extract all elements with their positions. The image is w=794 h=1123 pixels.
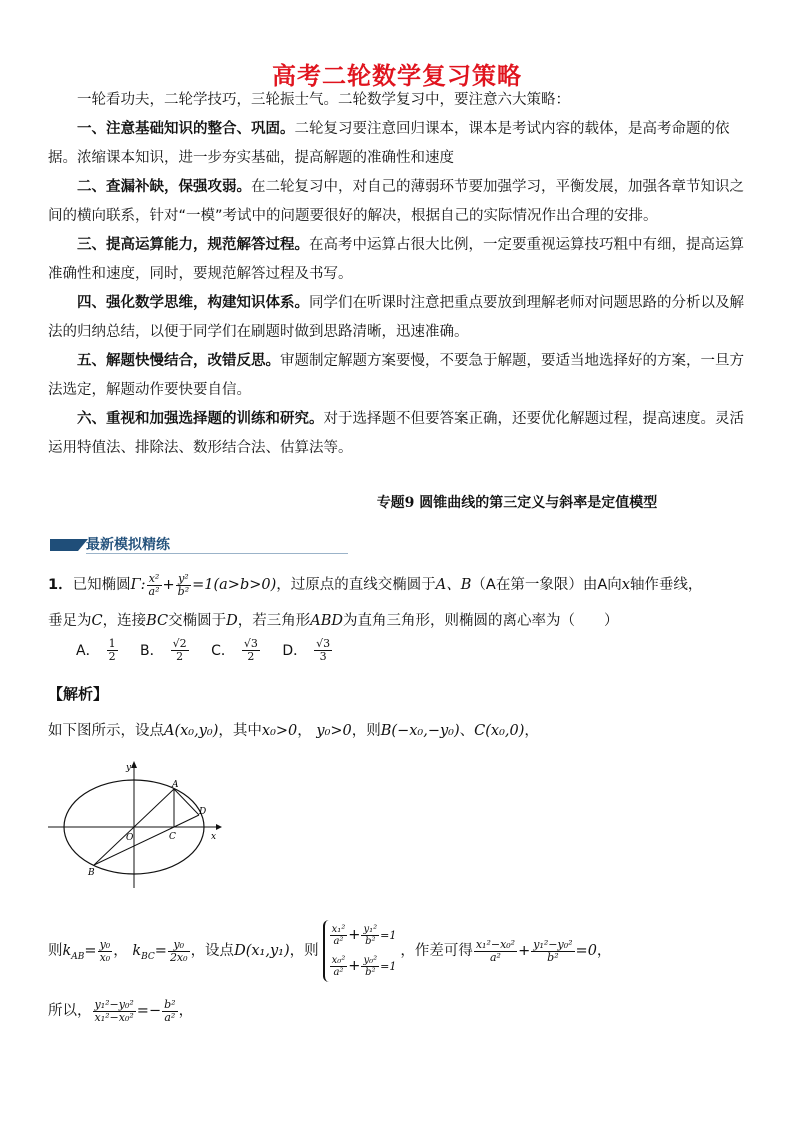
analysis-line-3: 所以， $\frac{\text{y₁²−y₀²}}{\text{x₁²−x₀²}}$ =− $\frac{\text{b²}}{\text{a²}}$ ， <box>48 997 194 1024</box>
choice-b-label: B． <box>140 642 164 659</box>
math-eq-zero: =0 <box>575 943 597 959</box>
math-kBC: $k_{BC}=$ <box>132 943 167 962</box>
strategy-2 <box>48 173 758 231</box>
strategy-2-head: 二、查漏补缺，保强攻弱。 <box>77 179 251 195</box>
math-D: D <box>226 613 238 629</box>
banner-bar <box>50 539 78 551</box>
frac-y0-2x0: $\frac{\text{y₀}}{\text{2x₀}}$ <box>169 937 188 964</box>
strategy-3-head: 三、提高运算能力，规范解答过程。 <box>77 237 309 253</box>
label-C: C <box>169 832 176 842</box>
y-axis-arrow <box>131 761 137 768</box>
math-AB: A、B <box>435 577 472 593</box>
strategy-5-body: 审题制定解题方案要慢，不要急于解题，要适当地选择好的方案，一旦方法选定，解题动作要快要自信。 <box>48 353 744 398</box>
a2-text-d: ，作差可得 <box>400 943 473 959</box>
choice-c[interactable] <box>211 637 272 663</box>
math-B-coords: B(−x₀,−y₀) <box>380 723 460 739</box>
choice-a-value: $\frac{1}{2}$ <box>108 637 116 663</box>
math-BC: BC <box>146 613 169 629</box>
analysis-line-1: 如下图所示，设点A(x₀,y₀)，其中x₀>0， y₀>0，则B(−x₀,−y₀)、C(x₀,0)， <box>48 723 539 739</box>
math-D-coords: D(x₁,y₁) <box>234 943 290 959</box>
choice-d-value: $\frac{√3}{3}$ <box>316 637 331 663</box>
label-A: A <box>172 780 179 790</box>
a3-text-a: 所以， <box>48 1003 92 1019</box>
label-B: B <box>88 868 95 878</box>
strategy-2-body: 在二轮复习中，对自己的薄弱环节要加强学习，平衡发展，加强各章节知识之间的横向联系，针对“一模”考试中的问题要很好的解决，根据自己的实际情况作出合理的安排。 <box>48 179 744 224</box>
choice-d-label: D． <box>282 642 308 659</box>
frac-x-diff: $\frac{\text{x₁²−x₀²}}{\text{a²}}$ <box>475 937 516 964</box>
frac-y0-x0: $\frac{\text{y₀}}{\text{x₀}}$ <box>99 937 111 964</box>
q-text-2: ，过原点的直线交椭圆于 <box>276 577 436 593</box>
strategy-6 <box>48 405 758 463</box>
strategy-6-body: 对于选择题不但要答案正确，还要优化解题过程，提高速度。灵活运用特值法、排除法、数形结合法、估算法等。 <box>48 411 744 456</box>
label-x: x <box>211 832 217 842</box>
analysis-line-2: 则$k_{AB}=$ $\frac{\text{y₀}}{\text{x₀}}$ ， $k_{BC}=$ $\frac{\text{y₀}}{\text{2x₀}}$ ，设点D(x₁,y₁)，则 $\frac{\text{x₁²}}{\text{a²}}$ + $\frac{\text{y₁²}}{\text{b²}}$ =1 $\frac{\text{x₀²}}{\text{a²}}$ + $\frac{\text{y₀²}}{\text{b²}}$ =1 ，作差可得 $\frac{\text{x₁²−x₀²}}{\text{a²}}$ + $\frac{\text{y₁²−y₀²}}{\text{b²}}$ =0， <box>48 920 768 982</box>
strategy-4-head: 四、强化数学思维，构建知识体系。 <box>77 295 309 311</box>
strategy-1-head: 一、注意基础知识的整合、巩固。 <box>77 121 295 137</box>
choice-c-label: C． <box>211 642 235 659</box>
q2-text-b: ，连接 <box>102 613 147 629</box>
strategy-4-body: 同学们在听课时注意把重点要放到理解老师对问题思路的分析以及解法的归纳总结，以便于同学们在刷题时做到思路清晰，迅速准确。 <box>48 295 744 340</box>
choice-b-value: $\frac{√2}{2}$ <box>172 637 187 663</box>
strategy-1-body: 二轮复习要注意回归课本，课本是考试内容的载体，是高考命题的依据。浓缩课本知识，进一步夯实基础，提高解题的准确性和速度 <box>48 121 730 166</box>
a2-text-a: 则 <box>48 943 63 959</box>
strategy-1 <box>48 115 758 173</box>
banner-text: 最新模拟精练 <box>86 537 170 553</box>
frac-x2-a2: $\frac{\text{x²}}{\text{a²}}$ <box>148 571 160 598</box>
a2-text-c: ，则 <box>289 943 319 959</box>
topic-text: 专题9 圆锥曲线的第三定义与斜率是定值模型 <box>376 495 658 511</box>
line-AD <box>174 789 199 815</box>
a1-text-c: ，则 <box>351 723 381 739</box>
ellipse-diagram <box>48 760 228 890</box>
intro-text: 一轮看功夫，二轮学技巧，三轮振士气。二轮数学复习中，要注意六大策略： <box>77 92 570 108</box>
frac-y2-b2: $\frac{\text{y²}}{\text{b²}}$ <box>177 571 190 598</box>
strategy-3-body: 在高考中运算占很大比例，一定要重视运算技巧粗中有细，提高运算准确性和速度，同时，要规范解答过程及书写。 <box>48 237 744 282</box>
q2-text-e: 为直角三角形，则椭圆的离心率为（ ） <box>343 613 619 629</box>
topic-heading <box>0 492 794 512</box>
q2-text-c: 交椭圆于 <box>168 613 227 629</box>
choice-d[interactable] <box>282 637 344 663</box>
frac-y-diff: $\frac{\text{y₁²−y₀²}}{\text{b²}}$ <box>533 937 573 964</box>
strategy-4 <box>48 289 758 347</box>
math-eq-neg: =− <box>136 1003 162 1019</box>
math-A-coords: A(x₀,y₀) <box>164 723 219 739</box>
label-D: D <box>199 807 207 817</box>
math-ellipse-eq: Γ: <box>130 577 146 593</box>
math-eq-cond: =1(a>b>0) <box>192 577 277 593</box>
q2-text-d: ，若三角形 <box>237 613 311 629</box>
choice-b[interactable] <box>140 637 201 663</box>
label-y: y <box>126 763 132 773</box>
strategy-5 <box>48 347 758 405</box>
question-line-2 <box>48 606 768 636</box>
x-axis-arrow <box>216 824 222 830</box>
a2-text-b: ，设点 <box>190 943 235 959</box>
frac-ratio: $\frac{\text{y₁²−y₀²}}{\text{x₁²−x₀²}}$ <box>94 997 134 1024</box>
math-x: x <box>621 577 630 593</box>
banner-underline <box>86 553 348 554</box>
choice-a[interactable] <box>76 637 130 663</box>
section-banner <box>50 534 350 554</box>
choice-c-value: $\frac{√3}{2}$ <box>243 637 258 663</box>
ellipse-figure <box>48 760 228 894</box>
page-title: 高考二轮数学复习策略 <box>272 62 522 90</box>
label-O: O <box>126 833 134 843</box>
math-x0-pos: x₀>0 <box>261 723 298 739</box>
answer-choices <box>76 638 350 663</box>
math-ABD: ABD <box>310 613 344 629</box>
strategy-5-head: 五、解题快慢结合，改错反思。 <box>77 353 280 369</box>
question-line-1: 1．已知椭圆Γ: $\frac{\text{x²}}{\text{a²}}$ + $\frac{\text{y²}}{\text{b²}}$ =1(a>b>0)，过原点的直线交椭圆于A、B（A在第一象限）由A向x轴作垂线， <box>48 571 703 598</box>
a1-text-b: ，其中 <box>218 723 262 739</box>
analysis-label: 【解析】 <box>48 685 109 703</box>
question-number: 1． <box>48 577 73 593</box>
frac-b2-a2: $\frac{\text{b²}}{\text{a²}}$ <box>164 997 176 1024</box>
q-text-1: 已知椭圆 <box>72 577 131 593</box>
math-C: C <box>91 613 103 629</box>
math-kAB: $k_{AB}=$ <box>62 943 97 962</box>
strategy-6-head: 六、重视和加强选择题的训练和研究。 <box>77 411 324 427</box>
a1-text-a: 如下图所示，设点 <box>48 723 164 739</box>
choice-a-label: A． <box>76 642 100 659</box>
q2-text-a: 垂足为 <box>48 613 92 629</box>
q-text-4: 轴作垂线， <box>629 577 703 593</box>
strategy-3 <box>48 231 758 289</box>
line-CD <box>174 815 199 827</box>
equation-system: $\frac{\text{x₁²}}{\text{a²}}$ + $\frac{\text{y₁²}}{\text{b²}}$ =1 $\frac{\text{x₀²}}{\text{a²}}$ + $\frac{\text{y₀²}}{\text{b²}}$ =1 <box>323 920 397 982</box>
math-C-coords: C(x₀,0) <box>474 723 525 739</box>
math-y0-pos: y₀>0 <box>316 723 352 739</box>
q-text-3: （A在第一象限）由A向 <box>471 577 622 593</box>
